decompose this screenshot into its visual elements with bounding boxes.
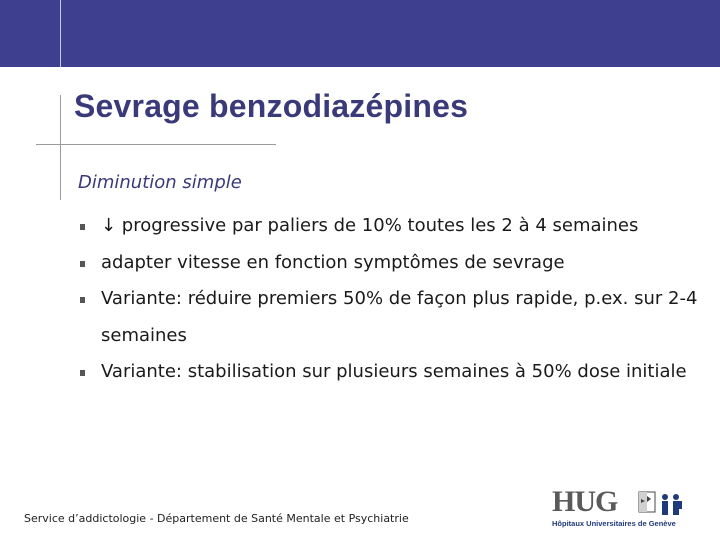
hospital-emblem-icon [638,491,688,517]
bullet-text: Variante: stabilisation sur plusieurs semaines à 50% dose initiale [101,361,687,382]
hug-logo [552,485,692,531]
slide-subtitle: Diminution simple [78,172,242,193]
bullet-marker [80,297,85,303]
bullet-item [78,281,698,354]
bullet-marker [80,261,85,267]
footer-text: Service d’addictologie - Département de Santé Mentale et Psychiatrie [24,512,409,525]
slide-title: Sevrage benzodiazépines [74,88,469,124]
header-bar [0,0,720,67]
bullet-item [78,354,698,391]
bullet-text: Variante: réduire premiers 50% de façon plus rapide, p.ex. sur 2-4 semaines [101,288,698,346]
logo-subtitle: Hôpitaux Universitaires de Genève [552,519,676,528]
bullet-marker [80,224,85,230]
bullet-marker [80,370,85,376]
decorative-line [60,95,61,200]
bullet-list [78,208,698,391]
bullet-item [78,245,698,282]
logo-wordmark: HUG [552,485,618,518]
bullet-item [78,208,698,245]
decorative-line [60,0,61,67]
decorative-line [36,144,276,145]
bullet-text: ↓ progressive par paliers de 10% toutes les 2 à 4 semaines [101,215,639,236]
bullet-text: adapter vitesse en fonction symptômes de sevrage [101,251,565,273]
